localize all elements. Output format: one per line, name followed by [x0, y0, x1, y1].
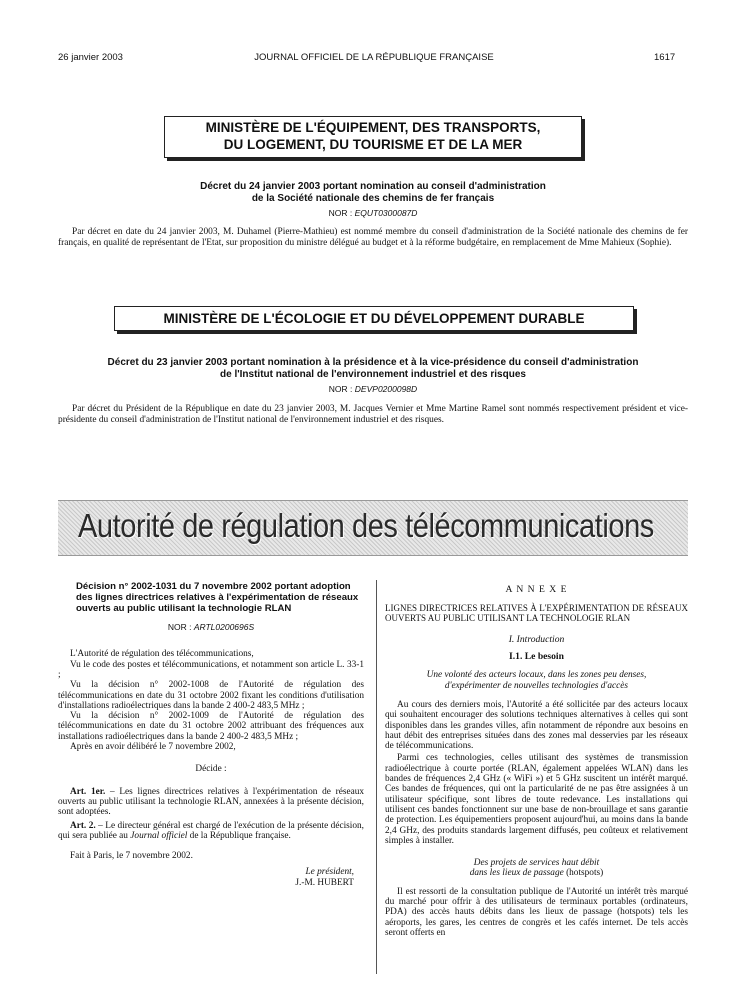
decision-signature — [58, 867, 364, 888]
subheading-2-line1: Des projets de services haut débit — [473, 858, 600, 869]
decision-paragraph-2: Vu le code des postes et télécommunications, et notamment son article L. 33-1 ; — [58, 659, 364, 680]
annexe-paragraph-3: Il est ressorti de la consultation publique de l'Autorité un intérêt très marqué du marché pour offrir à des utilisateurs de terminaux portables (ordinateurs, PDA) des accès hauts débits dans les lieux de passage (hotspots) tels les aéroports, les gares, les centres de congrès et les cafés internet. De tels accès seront offerts en — [385, 886, 688, 938]
decision-paragraph-3: Vu la décision n° 2002-1008 de l'Autorité de régulation des télécommunications en date du 31 octobre 2002 fixant les conditions d'utilisation d'installations radioélectriques dans la bande 2 400-2 483,5 MHz ; — [58, 680, 364, 711]
decree2-title-line2: de l'Institut national de l'environnement industriel et des risques — [220, 369, 526, 380]
annexe-paragraph-1: Au cours des derniers mois, l'Autorité a été sollicitée par des acteurs locaux qui souhaitent encourager des solutions techniques alternatives à celles qui sont disponibles dans les grandes villes, afin notamment de répondre aux besoins en haut débit des entreprises situées dans des zones mal desservies par les réseaux de télécommunications. — [385, 700, 688, 752]
annexe-label: A N N E X E — [505, 584, 568, 595]
ministry-equipement-line2: DU LOGEMENT, DU TOURISME ET DE LA MER — [223, 137, 523, 152]
subheading-2-line2: dans les lieux de passage (hotspots) — [469, 868, 604, 879]
decree2-title-line1: Décret du 23 janvier 2003 portant nomination à la présidence et à la vice-présidence du conseil d'administration — [107, 357, 639, 368]
ministry-ecologie-box — [114, 306, 634, 331]
subheading-1-line1: Une volonté des acteurs locaux, dans les zones peu denses, — [426, 670, 647, 681]
decision-paragraph-4: Vu la décision n° 2002-1009 de l'Autorité de régulation des télécommunications en date du 31 octobre 2002 attribuant des fréquences aux installations radioélectriques dans la bande 2 400-2 483,5 MHz ; — [58, 711, 364, 742]
article-2-journal: Journal officiel — [130, 830, 188, 841]
signature-role: Le président, — [305, 867, 354, 878]
decision-body — [58, 649, 364, 888]
ministry-equipement-line1: MINISTÈRE DE L'ÉQUIPEMENT, DES TRANSPORTS, — [205, 120, 541, 135]
annexe-section-1: I. Introduction — [508, 634, 565, 646]
decision-decide: Décide : — [195, 764, 227, 775]
annexe-paragraph-2: Parmi ces technologies, celles utilisant des systèmes de transmission radioélectrique à courte portée (RLAN, également appelées WLAN) dans les bandes de fréquences 2,4 GHz (« WiFi ») et 5 GHz suscitent un intérêt marqué. Ces bandes de fréquences, qui ont la particularité de ne pas être assignées à un utilisateur spécifique, sont libres de toute redevance. Les installations qui utilisent ces bandes fonctionnent sur une base de non-brouillage et sans garantie de protection. Les équipementiers proposent aujourd'hui, au moins dans la bande 2,4 GHz, des produits standards largement diffusés, peu coûteux et relativement simples à installer. — [385, 753, 688, 846]
decree1-nor — [58, 208, 688, 218]
article-1-text: – Les lignes directrices relatives à l'expérimentation de réseaux ouverts au public utilisant la technologie RLAN, annexées à la présente décision, sont adoptées. — [58, 786, 364, 818]
annexe-body — [385, 700, 688, 938]
authority-banner-text: Autorité de régulation des télécommunications — [78, 507, 654, 544]
decree2-nor-label: NOR : — [328, 384, 353, 394]
subheading-1-line2: d'expérimenter de nouvelles technologies d'accès — [444, 680, 629, 691]
annexe-section-1-1: I.1. Le besoin — [509, 651, 564, 663]
header-date: 26 janvier 2003 — [58, 52, 123, 63]
annexe-subheading-2 — [385, 858, 688, 879]
decision-article-1 — [58, 787, 364, 818]
decree1-paragraph: Par décret en date du 24 janvier 2003, M. Duhamel (Pierre-Mathieu) est nommé membre du conseil d'administration de la Société nationale des chemins de fer français, en qualité de représentant de l'Etat, sur proposition du ministre délégué au budget et à la réforme budgétaire, en remplacement de Mme Mahieux (Sophie). — [58, 227, 688, 248]
column-divider — [376, 580, 377, 974]
authority-banner — [58, 500, 688, 556]
ministry-equipement-box — [164, 116, 582, 158]
signature-name: J.-M. HUBERT — [295, 877, 354, 888]
decision-paragraph-5: Après en avoir délibéré le 7 novembre 2002, — [70, 742, 236, 753]
decision-nor-label: NOR : — [167, 622, 192, 633]
decree1-nor-label: NOR : — [328, 208, 353, 218]
decree1-title-line2: de la Société nationale des chemins de fer français — [251, 193, 495, 204]
decree2-nor-code: DEVP0200098D — [354, 384, 418, 394]
article-1-label: Art. 1er. — [70, 786, 106, 797]
decree1-nor-code: EQUT0300087D — [354, 208, 418, 218]
decision-signed-place-date: Fait à Paris, le 7 novembre 2002. — [70, 851, 193, 862]
decision-nor — [58, 622, 364, 632]
annexe-column — [385, 584, 688, 938]
decision-article-2 — [58, 821, 364, 842]
decision-title: Décision n° 2002-1031 du 7 novembre 2002 portant adoption des lignes directrices relatives à l'expérimentation de réseaux ouverts au public utilisant la technologie RLAN — [76, 581, 359, 614]
decree2-body — [58, 404, 688, 425]
annexe-title: LIGNES DIRECTRICES RELATIVES À L'EXPÉRIMENTATION DE RÉSEAUX OUVERTS AU PUBLIC UTILISANT LA TECHNOLOGIE RLAN — [385, 603, 688, 624]
article-2-label: Art. 2. — [70, 820, 96, 831]
decision-column — [58, 582, 364, 888]
ministry-ecologie-line1: MINISTÈRE DE L'ÉCOLOGIE ET DU DÉVELOPPEMENT DURABLE — [163, 311, 585, 326]
decree2-nor — [58, 384, 688, 394]
article-2-text-before: – Le directeur général est chargé de l'exécution de la présente décision, qui sera publiée au — [58, 820, 364, 841]
decree1-title-line1: Décret du 24 janvier 2003 portant nomination au conseil d'administration — [200, 181, 546, 192]
article-2-text-after: de la République française. — [187, 830, 291, 841]
decree2-paragraph: Par décret du Président de la République en date du 23 janvier 2003, M. Jacques Vernier et Mme Martine Ramel sont nommés respectivement président et vice-présidente du conseil d'administration de l'Institut national de l'environnement industriel et des risques. — [58, 404, 688, 425]
decision-nor-code: ARTL0200696S — [193, 622, 255, 633]
header-page-number: 1617 — [654, 52, 676, 63]
annexe-subheading-1 — [385, 670, 688, 691]
decree2-title — [58, 357, 688, 381]
header-journal: JOURNAL OFFICIEL DE LA RÉPUBLIQUE FRANÇAISE — [254, 52, 494, 63]
decision-paragraph-1: L'Autorité de régulation des télécommunications, — [70, 649, 254, 660]
decree1-body — [58, 227, 688, 248]
decree1-title — [58, 181, 688, 205]
